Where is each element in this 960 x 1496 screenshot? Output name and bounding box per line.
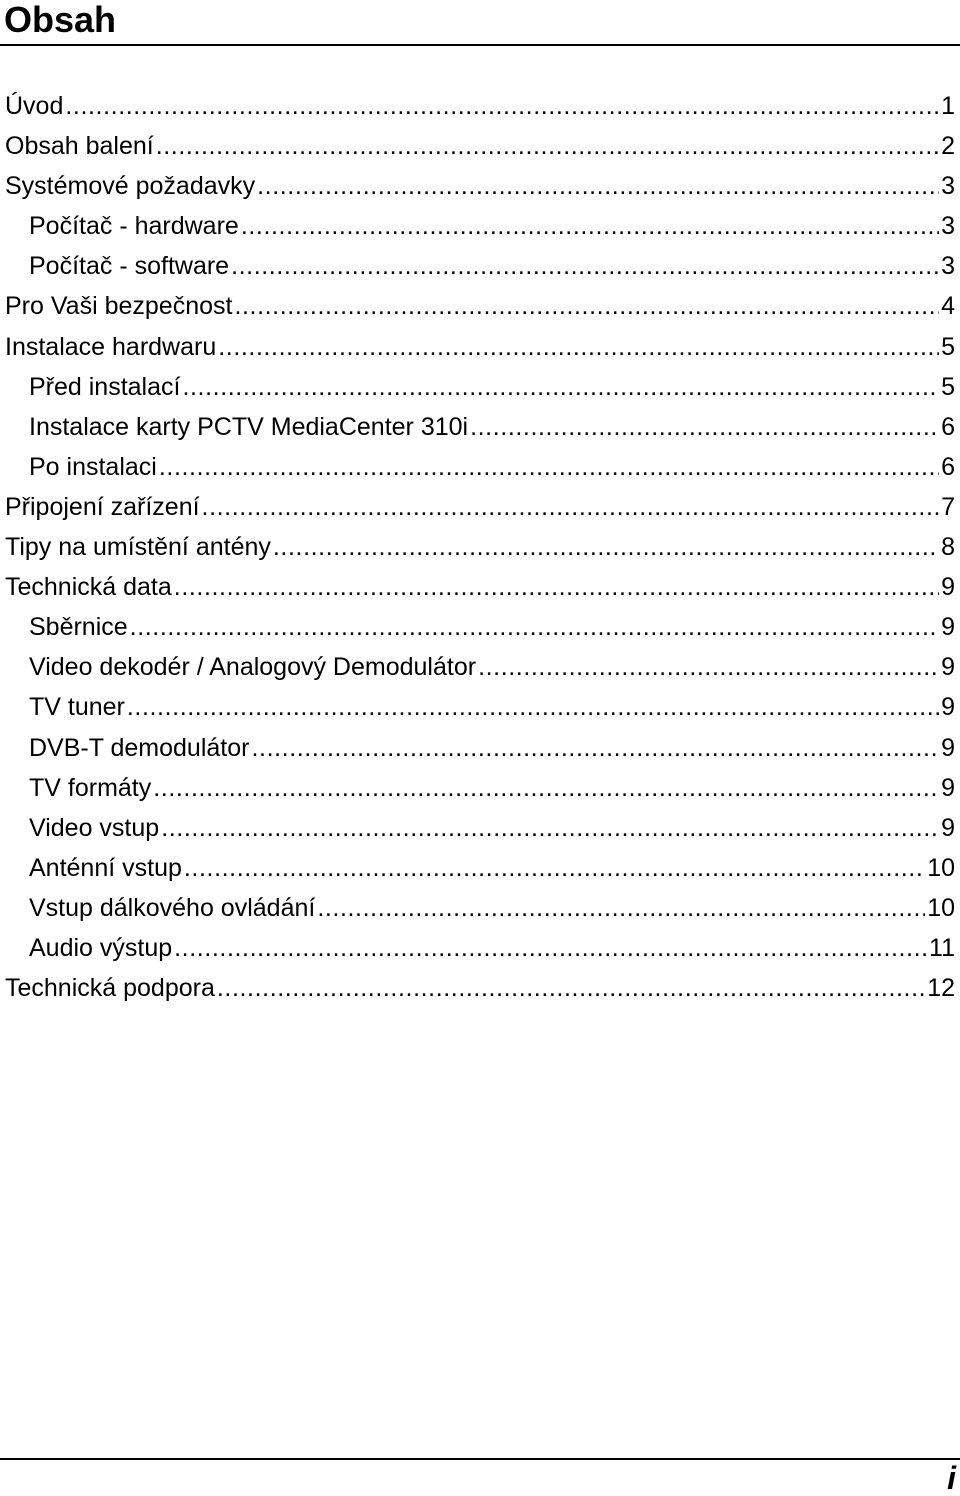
toc-dot-leader <box>182 367 939 407</box>
toc-entry[interactable] <box>5 527 955 567</box>
toc-entry-label: Video vstup <box>29 813 160 842</box>
toc-dot-leader <box>470 407 939 447</box>
toc-entry[interactable] <box>5 206 955 246</box>
toc-entry-page: 1 <box>941 92 955 120</box>
page-number: i <box>947 1460 956 1496</box>
toc-entry[interactable] <box>5 687 955 727</box>
toc-entry-page: 10 <box>927 853 955 882</box>
toc-entry[interactable] <box>5 447 955 487</box>
toc-entry-page: 9 <box>941 613 955 642</box>
toc-entry-label: Instalace karty PCTV MediaCenter 310i <box>29 412 469 441</box>
toc-dot-leader <box>159 447 939 487</box>
toc-entry-page: 4 <box>941 292 955 321</box>
toc-dot-leader <box>317 888 925 928</box>
toc-dot-leader <box>174 928 927 968</box>
toc-entry-page: 12 <box>927 974 955 1003</box>
toc-entry[interactable] <box>5 728 955 768</box>
toc-entry-page: 2 <box>941 132 955 161</box>
toc-entry[interactable] <box>5 86 955 126</box>
toc-entry-label: Úvod <box>5 92 64 120</box>
toc-entry[interactable] <box>5 647 955 687</box>
toc-entry[interactable] <box>5 848 955 888</box>
toc-entry[interactable] <box>5 327 955 367</box>
toc-entry-page: 6 <box>941 412 955 441</box>
toc-entry-page: 9 <box>941 813 955 842</box>
toc-entry[interactable] <box>5 246 955 286</box>
toc-entry-label: Vstup dálkového ovládání <box>29 893 316 922</box>
toc-entry-label: Počítač - hardware <box>29 212 239 241</box>
toc-dot-leader <box>174 567 939 607</box>
toc-entry-page: 10 <box>927 893 955 922</box>
toc-entry[interactable] <box>5 487 955 527</box>
toc-entry-label: Pro Vaši bezpečnost <box>5 292 233 321</box>
toc-entry[interactable] <box>5 166 955 206</box>
table-of-contents <box>5 86 955 1008</box>
toc-entry-label: Po instalaci <box>29 452 157 481</box>
toc-dot-leader <box>65 86 939 126</box>
toc-entry-page: 3 <box>941 172 955 201</box>
page-title: Obsah <box>4 0 117 40</box>
toc-entry-label: TV tuner <box>29 693 125 722</box>
toc-entry-label: Před instalací <box>29 372 181 401</box>
toc-entry[interactable] <box>5 768 955 808</box>
toc-entry-page: 3 <box>941 252 955 281</box>
toc-entry-page: 7 <box>941 492 955 521</box>
toc-entry[interactable] <box>5 888 955 928</box>
toc-entry-page: 11 <box>929 933 955 962</box>
toc-entry-label: Technická podpora <box>5 974 215 1003</box>
toc-dot-leader <box>217 968 925 1008</box>
toc-entry-page: 9 <box>941 653 955 682</box>
toc-dot-leader <box>241 206 939 246</box>
toc-entry-page: 5 <box>941 372 955 401</box>
title-rule <box>0 44 960 46</box>
toc-dot-leader <box>218 327 939 367</box>
toc-entry-label: Připojení zařízení <box>5 492 200 521</box>
toc-entry[interactable] <box>5 367 955 407</box>
toc-dot-leader <box>184 848 925 888</box>
toc-entry-label: Anténní vstup <box>29 853 182 882</box>
toc-entry[interactable] <box>5 607 955 647</box>
toc-dot-leader <box>231 246 939 286</box>
toc-dot-leader <box>161 808 939 848</box>
toc-entry-label: Systémové požadavky <box>5 172 256 201</box>
toc-entry-label: Video dekodér / Analogový Demodulátor <box>29 653 477 682</box>
toc-entry-page: 9 <box>941 693 955 722</box>
toc-entry-page: 8 <box>941 533 955 562</box>
toc-entry[interactable] <box>5 407 955 447</box>
toc-entry[interactable] <box>5 808 955 848</box>
toc-entry-label: Obsah balení <box>5 132 154 161</box>
toc-entry-label: Technická data <box>5 573 172 602</box>
toc-entry-label: DVB-T demodulátor <box>29 733 250 762</box>
toc-dot-leader <box>273 527 939 567</box>
toc-dot-leader <box>251 728 939 768</box>
footer-rule <box>0 1458 960 1460</box>
toc-dot-leader <box>130 607 939 647</box>
toc-dot-leader <box>234 286 939 326</box>
toc-entry-label: TV formáty <box>29 773 152 802</box>
toc-entry-label: Instalace hardwaru <box>5 332 217 361</box>
toc-entry[interactable] <box>5 126 955 166</box>
toc-dot-leader <box>257 166 939 206</box>
toc-entry-label: Sběrnice <box>29 613 128 642</box>
toc-entry[interactable] <box>5 928 955 968</box>
toc-entry[interactable] <box>5 968 955 1008</box>
toc-entry[interactable] <box>5 567 955 607</box>
toc-entry-page: 9 <box>941 733 955 762</box>
toc-entry-page: 9 <box>941 773 955 802</box>
toc-entry-label: Počítač - software <box>29 252 230 281</box>
toc-entry-label: Audio výstup <box>29 933 173 962</box>
toc-entry-page: 5 <box>941 332 955 361</box>
toc-entry-page: 3 <box>941 212 955 241</box>
toc-dot-leader <box>127 687 939 727</box>
toc-dot-leader <box>202 487 940 527</box>
toc-entry-page: 9 <box>941 573 955 602</box>
toc-entry-label: Tipy na umístění antény <box>5 533 271 562</box>
toc-dot-leader <box>156 126 939 166</box>
toc-entry-page: 6 <box>941 452 955 481</box>
toc-dot-leader <box>153 768 939 808</box>
toc-dot-leader <box>478 647 939 687</box>
toc-entry[interactable] <box>5 286 955 326</box>
